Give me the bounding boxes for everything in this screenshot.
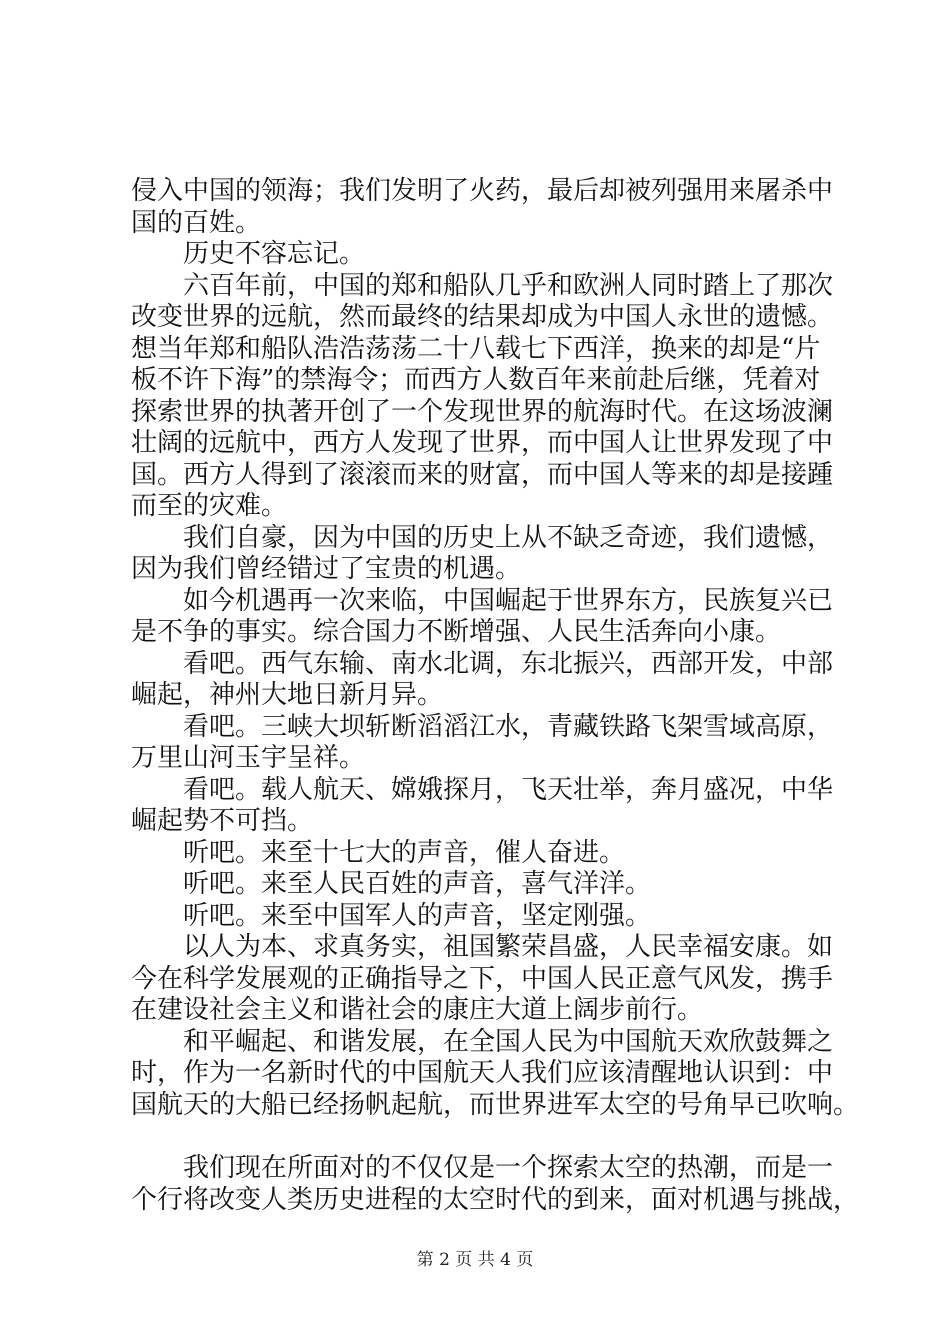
paragraph-gap (131, 1121, 851, 1153)
text-line: 和平崛起、和谐发展，在全国人民为中国航天欢欣鼓舞之 (131, 1026, 834, 1057)
text-line: 听吧。来至人民百姓的声音，喜气洋洋。 (131, 869, 652, 899)
text-line: 壮阔的远航中，西方人发现了世界，而中国人让世界发现了中 (131, 428, 834, 458)
text-line: 探索世界的执著开创了一个发现世界的航海时代。在这场波澜 (131, 396, 834, 427)
text-line: 是不争的事实。综合国力不断增强、人民生活奔向小康。 (131, 617, 782, 647)
text-line: 看吧。三峡大坝斩断滔滔江水，青藏铁路飞架雪域高原， (131, 711, 834, 742)
text-line: 个行将改变人类历史进程的太空时代的到来，面对机遇与挑战， (131, 1184, 860, 1215)
text-line: 因为我们曾经错过了宝贵的机遇。 (131, 554, 522, 584)
text-line: 国。西方人得到了滚滚而来的财富，而中国人等来的却是接踵 (131, 459, 834, 490)
text-line: 今在科学发展观的正确指导之下，中国人民正意气风发，携手 (131, 963, 834, 994)
text-line: 六百年前，中国的郑和船队几乎和欧洲人同时踏上了那次 (131, 270, 834, 301)
text-block-continued (131, 1153, 860, 1216)
text-line: 历史不容忘记。 (131, 239, 366, 269)
page-footer: 第 2 页 共 4 页 (416, 1250, 534, 1270)
text-block-main (131, 176, 860, 1121)
text-line: 听吧。来至中国军人的声音，坚定刚强。 (131, 900, 652, 931)
text-line: 而至的灾难。 (131, 491, 288, 521)
text-line: 看吧。西气东输、南水北调，东北振兴，西部开发，中部 (131, 648, 834, 679)
document-body (131, 176, 860, 1216)
text-line: 侵入中国的领海；我们发明了火药，最后却被列强用来屠杀中 (131, 176, 834, 206)
text-line: 看吧。载人航天、嫦娥探月，飞天壮举，奔月盛况，中华 (131, 774, 834, 805)
text-line: 听吧。来至十七大的声音，催人奋进。 (131, 837, 626, 868)
text-line: 板不许下海”的禁海令；而西方人数百年来前赴后继，凭着对 (131, 365, 821, 395)
text-line: 我们自豪，因为中国的历史上从不缺乏奇迹，我们遗憾， (131, 522, 834, 553)
text-line: 如今机遇再一次来临，中国崛起于世界东方，民族复兴已 (131, 585, 834, 616)
text-line: 国航天的大船已经扬帆起航，而世界进军太空的号角早已吹响。 (131, 1089, 860, 1120)
text-line: 我们现在所面对的不仅仅是一个探索太空的热潮，而是一 (131, 1153, 834, 1183)
text-line: 国的百姓。 (131, 207, 262, 238)
text-line: 想当年郑和船队浩浩荡荡二十八载七下西洋，换来的却是“片 (131, 333, 821, 364)
text-line: 万里山河玉宇呈祥。 (131, 743, 366, 773)
text-line: 崛起，神州大地日新月异。 (131, 680, 444, 710)
text-line: 改变世界的远航，然而最终的结果却成为中国人永世的遗憾。 (131, 302, 834, 332)
text-line: 崛起势不可挡。 (131, 806, 314, 836)
text-line: 时，作为一名新时代的中国航天人我们应该清醒地认识到：中 (131, 1058, 834, 1088)
text-line: 在建设社会主义和谐社会的康庄大道上阔步前行。 (131, 995, 704, 1025)
text-line: 以人为本、求真务实，祖国繁荣昌盛，人民幸福安康。如 (131, 932, 834, 962)
